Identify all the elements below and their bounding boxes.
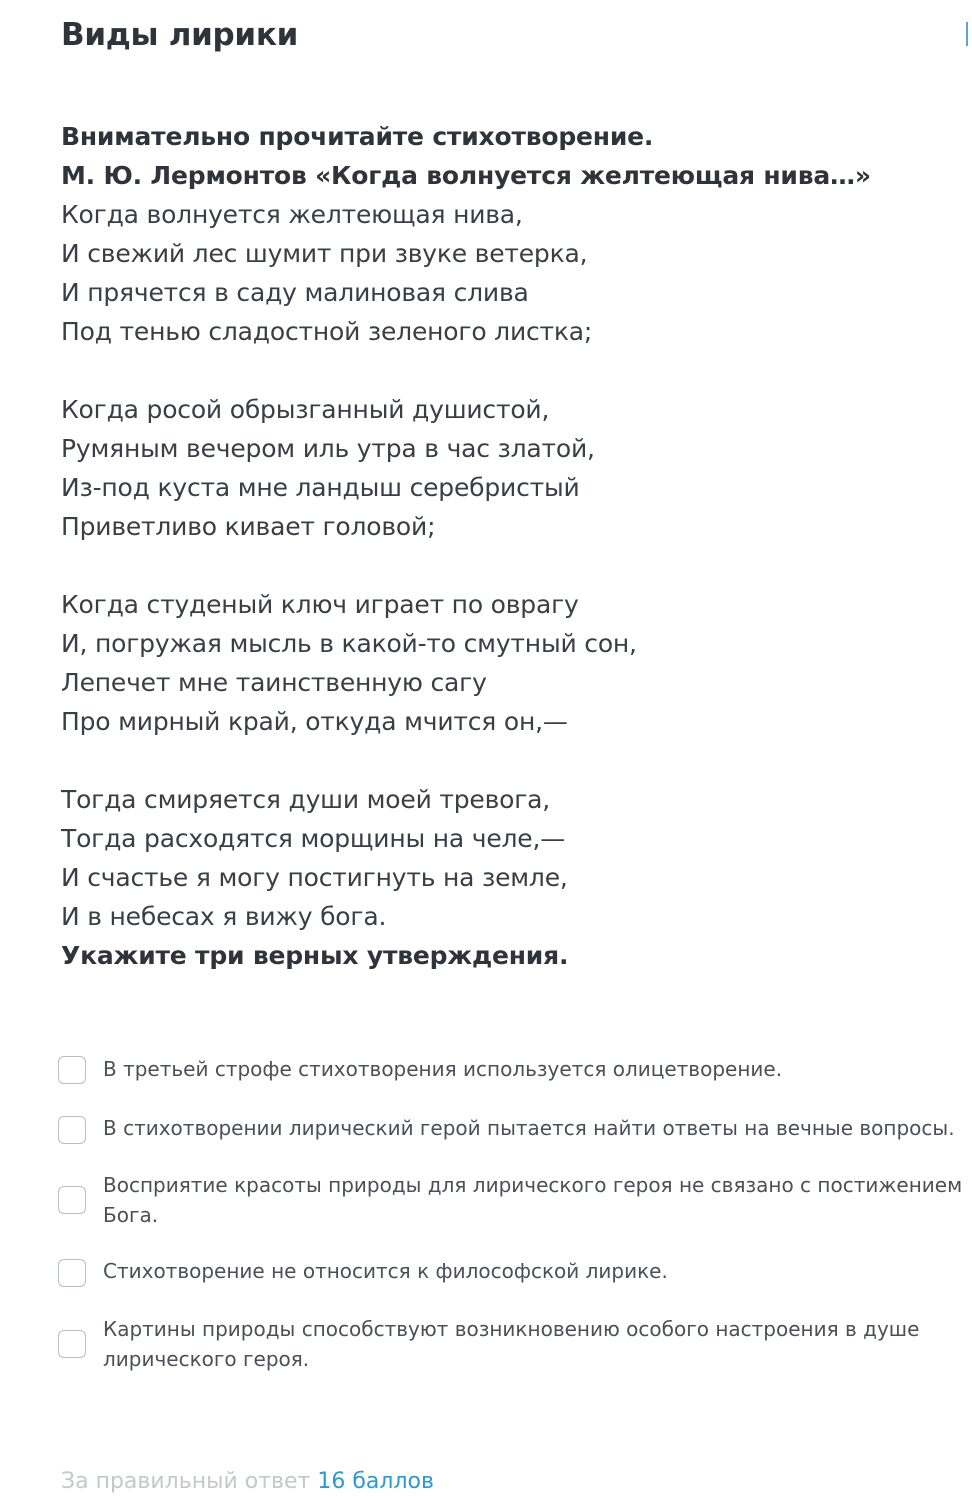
checkbox[interactable]: [58, 1259, 86, 1287]
poem-line: Тогда расходятся морщины на челе,—: [61, 824, 566, 853]
poem-line: И, погружая мысль в какой-то смутный сон,: [61, 629, 637, 658]
poem-line: И прячется в саду малиновая слива: [61, 278, 529, 307]
score-hint: [61, 1468, 434, 1496]
question-block: [61, 117, 961, 975]
page-title: Виды лирики: [61, 17, 299, 53]
poem-line: Когда росой обрызганный душистой,: [61, 395, 550, 424]
stanza-spacer: [61, 546, 961, 585]
answer-option-4[interactable]: [58, 1254, 968, 1294]
poem-stanza-3: [61, 585, 961, 741]
instruction-text: Внимательно прочитайте стихотворение.: [61, 122, 654, 151]
poem-line: Тогда смиряется души моей тревога,: [61, 785, 551, 814]
poem-line: Румяным вечером иль утра в час златой,: [61, 434, 595, 463]
stanza-spacer: [61, 741, 961, 780]
poem-line: Про мирный край, откуда мчится он,—: [61, 707, 568, 736]
answer-option-3[interactable]: [58, 1170, 968, 1232]
option-label: Восприятие красоты природы для лирического героя не связано с постижением Бога.: [103, 1173, 963, 1227]
answer-options: [58, 1050, 968, 1376]
checkbox[interactable]: [58, 1116, 86, 1144]
checkbox[interactable]: [58, 1056, 86, 1084]
option-label: Картины природы способствуют возникновению особого настроения в душе лирического героя.: [103, 1317, 920, 1371]
poem-stanza-1: [61, 195, 961, 351]
score-points: 16 баллов: [317, 1469, 434, 1494]
checkbox[interactable]: [58, 1330, 86, 1358]
checkbox[interactable]: [58, 1186, 86, 1214]
poem-line: И свежий лес шумит при звуке ветерка,: [61, 239, 588, 268]
poem-line: И счастье я могу постигнуть на земле,: [61, 863, 568, 892]
task-text: Укажите три верных утверждения.: [61, 941, 569, 970]
poem-stanza-4: [61, 780, 961, 936]
poem-line: Приветливо кивает головой;: [61, 512, 436, 541]
option-label: В третьей строфе стихотворения используется олицетворение.: [103, 1057, 783, 1081]
poem-line: Лепечет мне таинственную сагу: [61, 668, 487, 697]
answer-option-5[interactable]: [58, 1314, 968, 1376]
poem-line: Под тенью сладостной зеленого листка;: [61, 317, 593, 346]
poem-title: М. Ю. Лермонтов «Когда волнуется желтеющая нива…»: [61, 161, 871, 190]
poem-line: Из-под куста мне ландыш серебристый: [61, 473, 580, 502]
score-hint-prefix: За правильный ответ: [61, 1469, 311, 1494]
answer-option-2[interactable]: [58, 1111, 968, 1151]
poem-line: И в небесах я вижу бога.: [61, 902, 387, 931]
option-label: В стихотворении лирический герой пытается найти ответы на вечные вопросы.: [103, 1116, 955, 1140]
answer-option-1[interactable]: [58, 1050, 968, 1092]
stanza-spacer: [61, 351, 961, 390]
poem-stanza-2: [61, 390, 961, 546]
poem-line: Когда волнуется желтеющая нива,: [61, 200, 523, 229]
edge-tab-indicator: [966, 22, 972, 46]
poem-line: Когда студеный ключ играет по оврагу: [61, 590, 579, 619]
option-label: Стихотворение не относится к философской лирике.: [103, 1259, 668, 1283]
